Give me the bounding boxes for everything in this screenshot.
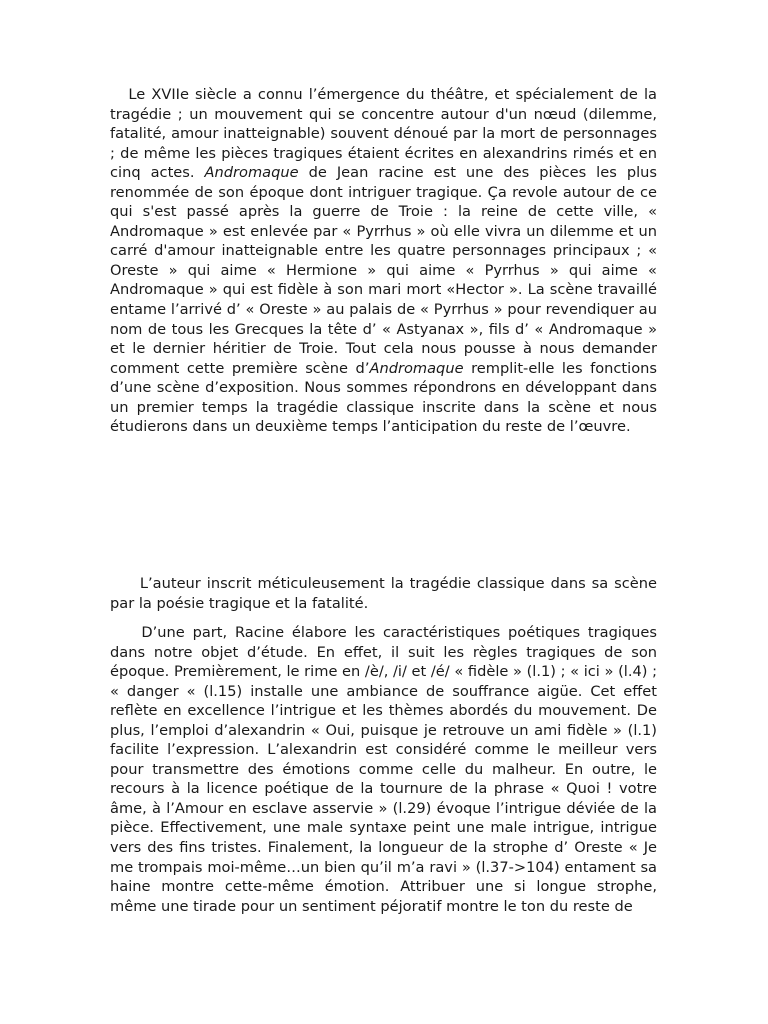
paragraph-indent <box>110 575 140 592</box>
text-segment: L’auteur inscrit méticuleusement la tragédie classique dans sa scène par la poésie tragique et la fatalité. <box>110 575 658 612</box>
text-segment: remplit-elle les fonctions d’une scène d’exposition. Nous sommes répondrons en développant dans un premier temps la tragédie classique inscrite dans la scène et nous étudierons dans un deuxième temps l’anticipation du reste de l’œuvre. <box>110 359 657 436</box>
text-segment: de Jean racine est une des pièces les plus renommée de son époque dont intriguer tragique. Ça revole autour de ce qui s'est passé après la guerre de Troie : la reine de cette ville, « Andromaque » est enlevée par « Pyrrhus » où elle vivra un dilemme et un carré d'amour inatteignable entre les quatre personnages principaux ; « Oreste » qui aime « Hermione » qui aime « Pyrrhus » qui aime « Andromaque » qui est fidèle à son mari mort «Hector ». La scène travaillé entame l’arrivé d’ « Oreste » au palais de « Pyrrhus » pour revendiquer au nom de tous les Grecques la tête d’ « Astyanax », fils d’ « Andromaque » et le dernier héritier de Troie. Tout cela nous pousse à nous demander comment cette première scène d’ <box>110 164 657 377</box>
introduction-paragraph <box>110 85 657 437</box>
italic-title: Andromaque <box>369 359 464 377</box>
paragraph-indent <box>110 86 128 103</box>
text-segment: Le XVIIe siècle a connu l’émergence du théâtre, et spécialement de la tragédie ; un mouvement qui se concentre autour d'un nœud (dilemme, fatalité, amour inatteignable) souvent dénoué par la mort de personnages ; de même les pièces tragiques étaient écrites en alexandrins rimés et en cinq actes. <box>110 86 657 182</box>
section-intro-paragraph <box>110 574 657 613</box>
italic-title: Andromaque <box>204 164 299 182</box>
body-paragraph <box>110 623 657 916</box>
text-segment: D’une part, Racine élabore les caractéristiques poétiques tragiques dans notre objet d’étude. En effet, il suit les règles tragiques de son époque. Premièrement, le rime en /è/, /i/ et /é/ « fidèle » (l.1) ; « ici » (l.4) ; « danger « (l.15) installe une ambiance de souffrance aigüe. Cet effet reflète en excellence l’intrigue et les thèmes abordés du mouvement. De plus, l’emploi d’alexandrin « Oui, puisque je retrouve un ami fidèle » (l.1) facilite l’expression. L’alexandrin est considéré comme le meilleur vers pour transmettre des émotions comme celle du malheur. En outre, le recours à la licence poétique de la tournure de la phrase « Quoi ! votre âme, à l’Amour en esclave asservie » (l.29) évoque l’intrigue déviée de la pièce. Effectivement, une male syntaxe peint une male intrigue, intrigue vers des fins tristes. Finalement, la longueur de la strophe d’ Oreste « Je me trompais moi-même…un bien qu’il m’a ravi » (l.37->104) entament sa haine montre cette-même émotion. Attribuer une si longue strophe, même une tirade pour un sentiment péjoratif montre le ton du reste de <box>110 624 657 915</box>
paragraph-indent <box>110 624 141 641</box>
